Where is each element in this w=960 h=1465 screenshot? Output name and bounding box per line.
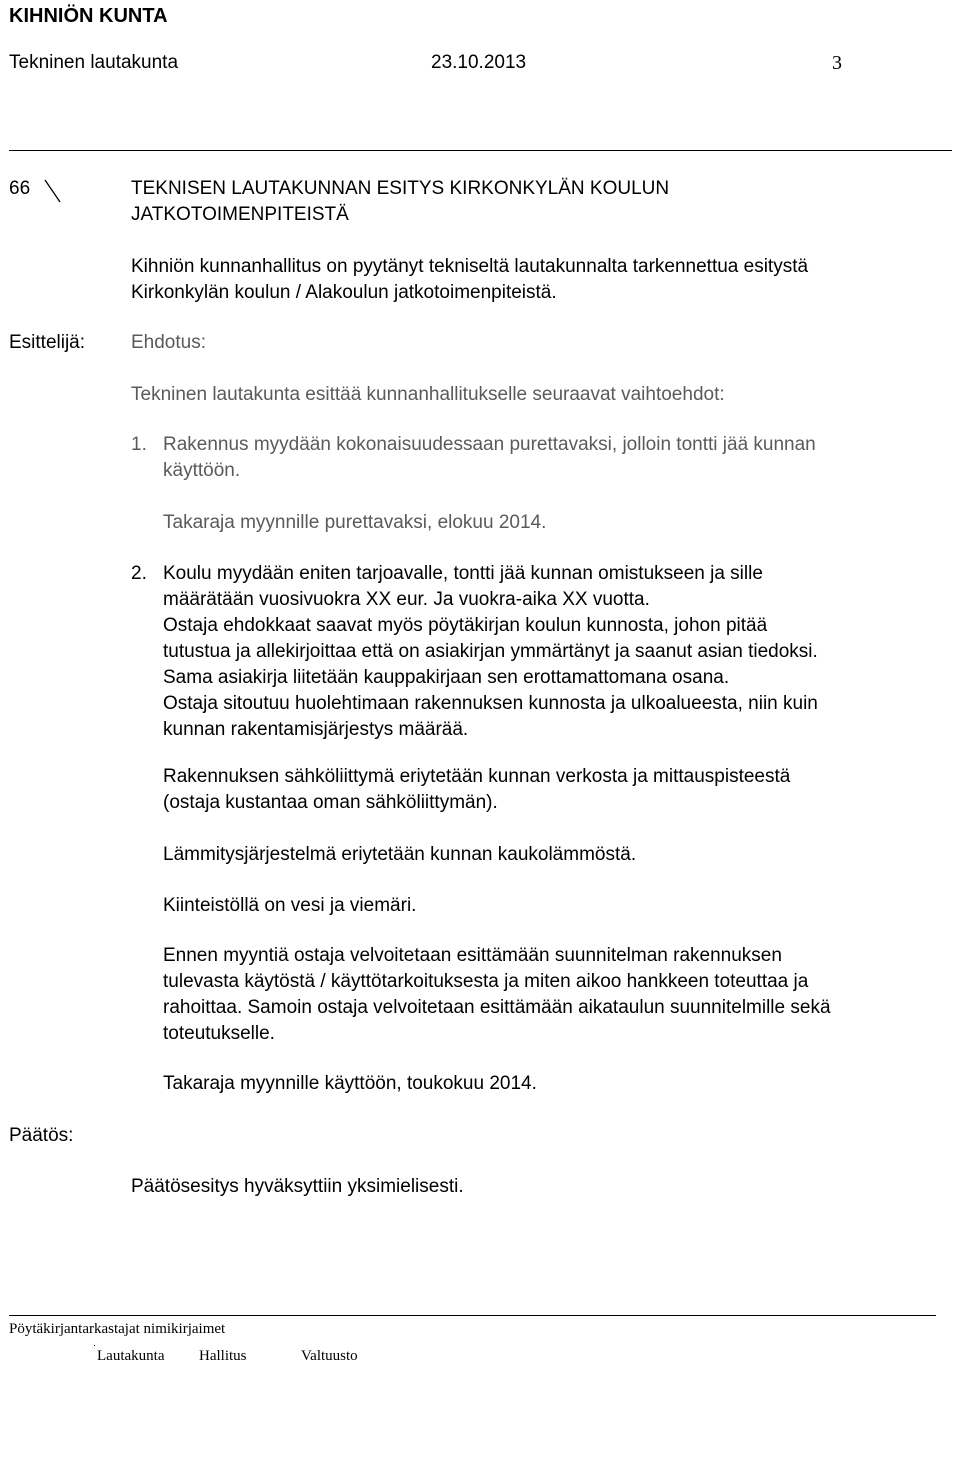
section-number: 66 <box>9 178 31 199</box>
decision-text: Päätösesitys hyväksyttiin yksimielisesti. <box>131 1176 464 1197</box>
proposal-label: Ehdotus: <box>131 332 206 353</box>
usage-plan-line: Ennen myyntiä ostaja velvoitetaan esittämään suunnitelman rakennuksen <box>163 945 782 966</box>
intro-line: Kihniön kunnanhallitus on pyytänyt tekniseltä lautakunnalta tarkennettua esitystä <box>131 256 809 277</box>
water-paragraph: Kiinteistöllä on vesi ja viemäri. <box>163 895 417 916</box>
electricity-line: (ostaja kustantaa oman sähköliittymän). <box>163 792 498 813</box>
option-1-text <box>163 432 816 484</box>
option-1-number: 1. <box>131 434 147 455</box>
footer-column-government: Hallitus <box>199 1348 247 1364</box>
intro-line: Kirkonkylän koulun / Alakoulun jatkotoimenpiteistä. <box>131 282 557 303</box>
option-2-line: tutustua ja allekirjoittaa että on asiakirjan ymmärtänyt ja saanut asian tiedoksi. <box>163 641 818 662</box>
section-title <box>131 176 669 228</box>
header-divider <box>9 150 952 151</box>
option-1-deadline: Takaraja myynnille purettavaksi, elokuu 2014. <box>163 512 547 533</box>
proposal-lead: Tekninen lautakunta esittää kunnanhallitukselle seuraavat vaihtoehdot: <box>131 384 725 405</box>
section-title-line: TEKNISEN LAUTAKUNNAN ESITYS KIRKONKYLÄN KOULUN <box>131 178 670 199</box>
footer-column-council: Valtuusto <box>301 1348 358 1364</box>
intro-paragraph <box>131 254 808 306</box>
option-2-deadline: Takaraja myynnille käyttöön, toukokuu 2014. <box>163 1073 537 1094</box>
page-number: 3 <box>832 52 842 74</box>
option-2-number: 2. <box>131 563 147 584</box>
municipality-name: KIHNIÖN KUNTA <box>9 5 168 27</box>
usage-plan-line: tulevasta käytöstä / käyttötarkoituksesta ja miten aikoo hankkeen toteuttaa ja <box>163 971 809 992</box>
signature-line <box>94 1345 95 1346</box>
option-1-line: käyttöön. <box>163 460 241 481</box>
committee-name: Tekninen lautakunta <box>9 52 179 73</box>
option-2-line: määrätään vuosivuokra XX eur. Ja vuokra-aika XX vuotta. <box>163 589 650 610</box>
option-2-line: Ostaja ehdokkaat saavat myös pöytäkirjan koulun kunnosta, johon pitää <box>163 615 768 636</box>
electricity-paragraph <box>163 764 790 816</box>
footer-divider <box>9 1315 936 1316</box>
option-2-line: kunnan rakentamisjärjestys määrää. <box>163 719 469 740</box>
heating-paragraph: Lämmitysjärjestelmä eriytetään kunnan kaukolämmöstä. <box>163 844 637 865</box>
presenter-label: Esittelijä: <box>9 332 86 353</box>
meeting-date: 23.10.2013 <box>431 52 527 73</box>
option-1-line: Rakennus myydään kokonaisuudessaan purettavaksi, jolloin tontti jää kunnan <box>163 434 816 455</box>
usage-plan-paragraph <box>163 943 831 1047</box>
paragraph-mark-icon <box>42 178 64 204</box>
footer-title: Pöytäkirjantarkastajat nimikirjaimet <box>9 1321 226 1337</box>
usage-plan-line: rahoittaa. Samoin ostaja velvoitetaan esittämään aikataulun suunnitelmille sekä <box>163 997 831 1018</box>
section-title-line: JATKOTOIMENPITEISTÄ <box>131 204 349 225</box>
footer-column-board: Lautakunta <box>97 1348 165 1364</box>
usage-plan-line: toteutukselle. <box>163 1023 275 1044</box>
electricity-line: Rakennuksen sähköliittymä eriytetään kunnan verkosta ja mittauspisteestä <box>163 766 791 787</box>
option-2-line: Ostaja sitoutuu huolehtimaan rakennuksen kunnosta ja ulkoalueesta, niin kuin <box>163 693 818 714</box>
option-2-text <box>163 561 818 743</box>
decision-label: Päätös: <box>9 1125 74 1146</box>
option-2-line: Sama asiakirja liitetään kauppakirjaan sen erottamattomana osana. <box>163 667 730 688</box>
option-2-line: Koulu myydään eniten tarjoavalle, tontti jää kunnan omistukseen ja sille <box>163 563 763 584</box>
